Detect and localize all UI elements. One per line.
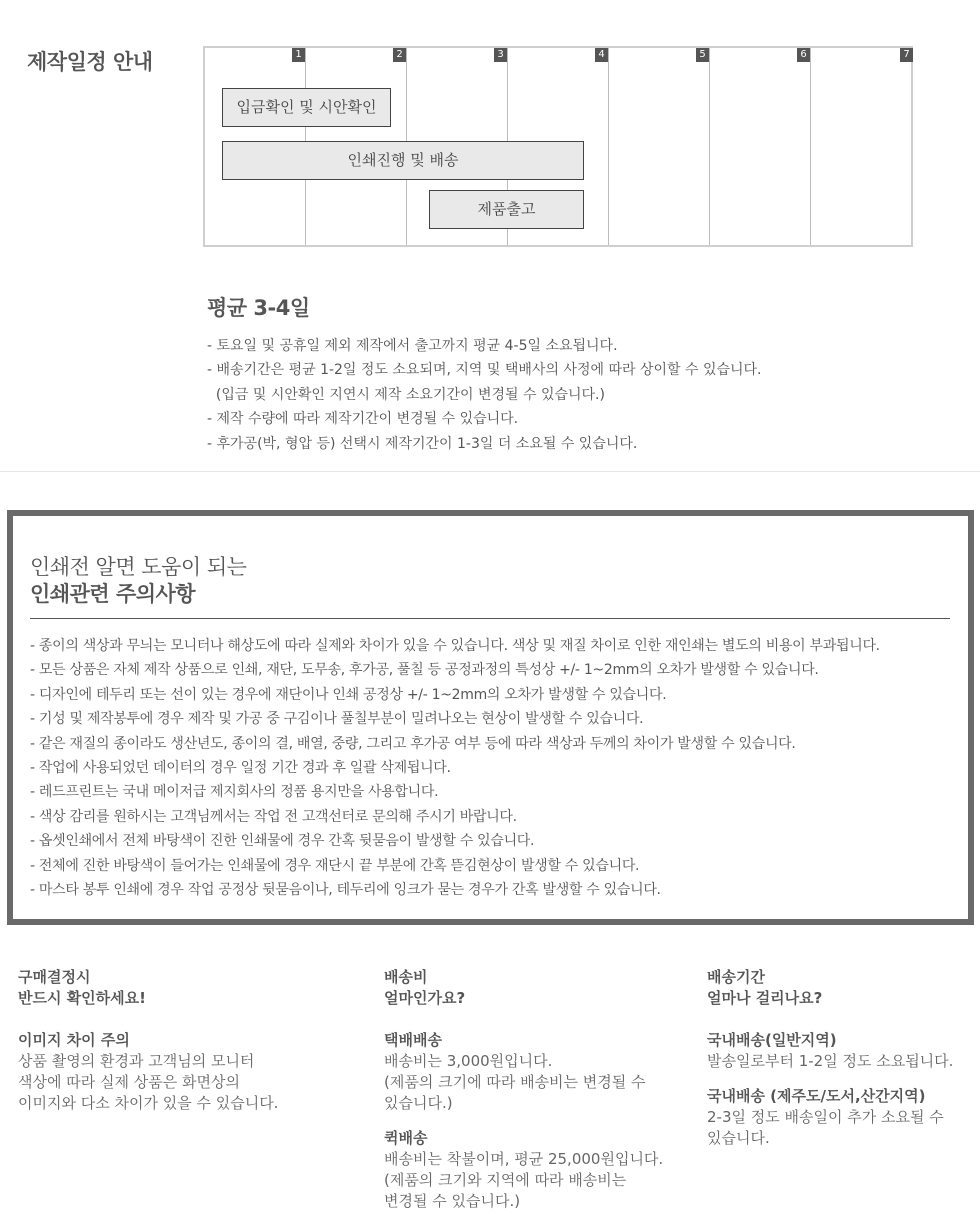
section-divider bbox=[0, 471, 980, 472]
timeline-day-3: 3 bbox=[494, 48, 507, 62]
schedule-note: - 후가공(박, 형압 등) 선택시 제작기간이 1-3일 더 소요될 수 있습니다. bbox=[207, 435, 638, 452]
timeline-day-6: 6 bbox=[797, 48, 810, 62]
domestic-general-text: 발송일로부터 1-2일 정도 소요됩니다. bbox=[707, 1052, 954, 1070]
timeline-divider bbox=[810, 48, 811, 245]
schedule-note: - 토요일 및 공휴일 제외 제작에서 출고까지 평균 4-5일 소요됩니다. bbox=[207, 338, 618, 354]
purchase-heading: 구매결정시 반드시 확인하세요! bbox=[18, 968, 146, 1007]
caution-item: - 색상 감리를 원하시는 고객님께서는 작업 전 고객선터로 문의해 주시기 바랍니다. bbox=[30, 808, 517, 825]
shipping-time-column bbox=[707, 967, 977, 1163]
caution-rule bbox=[30, 618, 950, 619]
average-duration-title: 평균 3-4일 bbox=[207, 296, 310, 320]
shipping-time-heading: 배송기간 얼마나 걸리나요? bbox=[707, 968, 823, 1007]
purchase-info-column bbox=[18, 967, 348, 1128]
schedule-note: - 배송기간은 평균 1-2일 정도 소요되며, 지역 및 택배사의 사정에 따라 상이할 수 있습니다. bbox=[207, 362, 762, 379]
caution-item: - 마스타 봉투 인쇄에 경우 작업 공정상 뒷묻음이나, 테두리에 잉크가 묻는 경우가 간혹 발생할 수 있습니다. bbox=[30, 882, 661, 899]
caution-item: - 종이의 색상과 무늬는 모니터나 해상도에 따라 실제와 차이가 있을 수 있습니다. 색상 및 재질 차이로 인한 재인쇄는 별도의 비용이 부과됩니다. bbox=[30, 638, 880, 654]
caution-list bbox=[30, 634, 880, 902]
bar-deposit-confirm: 입금확인 및 시안확인 bbox=[222, 88, 391, 127]
timeline-day-5: 5 bbox=[696, 48, 709, 62]
caution-item: - 레드프린트는 국내 메이저급 제지회사의 정품 용지만을 사용합니다. bbox=[30, 784, 439, 801]
image-difference-text: 상품 촬영의 환경과 고객님의 모니터 색상에 따라 실제 상품은 화면상의 이미지와 다소 차이가 있을 수 있습니다. bbox=[18, 1052, 279, 1112]
courier-delivery-title: 택배배송 bbox=[384, 1031, 442, 1049]
quick-delivery-title: 퀵배송 bbox=[384, 1129, 428, 1147]
schedule-note: - 제작 수량에 따라 제작기간이 변경될 수 있습니다. bbox=[207, 411, 519, 428]
timeline-divider bbox=[608, 48, 609, 245]
timeline-divider bbox=[709, 48, 710, 245]
caution-item: - 모든 상품은 자체 제작 상품으로 인쇄, 재단, 도무송, 후가공, 풀칠 등 공정과정의 특성상 +/- 1~2mm의 오차가 발생할 수 있습니다. bbox=[30, 662, 819, 679]
timeline-day-1: 1 bbox=[292, 48, 305, 62]
caution-item: - 옵셋인쇄에서 전체 바탕색이 진한 인쇄물에 경우 간혹 뒷묻음이 발생할 수 있습니다. bbox=[30, 833, 535, 850]
caution-item: - 기성 및 제작봉투에 경우 제작 및 가공 중 구김이나 풀칠부분이 밀려나오는 현상이 발생할 수 있습니다. bbox=[30, 711, 644, 728]
domestic-general-title: 국내배송(일반지역) bbox=[707, 1031, 837, 1049]
shipping-cost-column bbox=[384, 967, 684, 1226]
bar-product-release: 제품출고 bbox=[429, 190, 584, 229]
caution-item: - 같은 재질의 종이라도 생산년도, 종이의 결, 배열, 중량, 그리고 후가공 여부 등에 따라 색상과 두께의 차이가 발생할 수 있습니다. bbox=[30, 735, 796, 752]
caution-title: 인쇄관련 주의사항 bbox=[30, 582, 196, 606]
schedule-timeline bbox=[203, 46, 913, 247]
courier-delivery-text: 배송비는 3,000원입니다. (제품의 크기에 따라 배송비는 변경될 수 있습니다.) bbox=[384, 1052, 646, 1112]
timeline-day-7: 7 bbox=[900, 48, 913, 62]
bar-printing-shipping: 인쇄진행 및 배송 bbox=[222, 141, 584, 180]
caution-item: - 전체에 진한 바탕색이 들어가는 인쇄물에 경우 재단시 끝 부분에 간혹 뜯김현상이 발생할 수 있습니다. bbox=[30, 857, 640, 874]
quick-delivery-text: 배송비는 착불이며, 평균 25,000원입니다. (제품의 크기와 지역에 따라 배송비는 변경될 수 있습니다.) bbox=[384, 1150, 664, 1210]
shipping-cost-heading: 배송비 얼마인가요? bbox=[384, 968, 466, 1007]
timeline-day-4: 4 bbox=[595, 48, 608, 62]
caution-item: - 작업에 사용되었던 데이터의 경우 일정 기간 경과 후 일괄 삭제됩니다. bbox=[30, 760, 451, 777]
domestic-remote-text: 2-3일 정도 배송일이 추가 소요될 수 있습니다. bbox=[707, 1108, 944, 1147]
caution-subtitle: 인쇄전 알면 도움이 되는 bbox=[30, 555, 247, 579]
caution-item: - 디자인에 테두리 또는 선이 있는 경우에 재단이나 인쇄 공정상 +/- 1~2mm의 오차가 발생할 수 있습니다. bbox=[30, 686, 667, 703]
schedule-note: (입금 및 시안확인 지연시 제작 소요기간이 변경될 수 있습니다.) bbox=[207, 386, 605, 403]
timeline-day-2: 2 bbox=[393, 48, 406, 62]
domestic-remote-title: 국내배송 (제주도/도서,산간지역) bbox=[707, 1087, 926, 1105]
schedule-notes bbox=[207, 334, 762, 456]
image-difference-title: 이미지 차이 주의 bbox=[18, 1031, 130, 1049]
schedule-title: 제작일정 안내 bbox=[27, 50, 153, 74]
